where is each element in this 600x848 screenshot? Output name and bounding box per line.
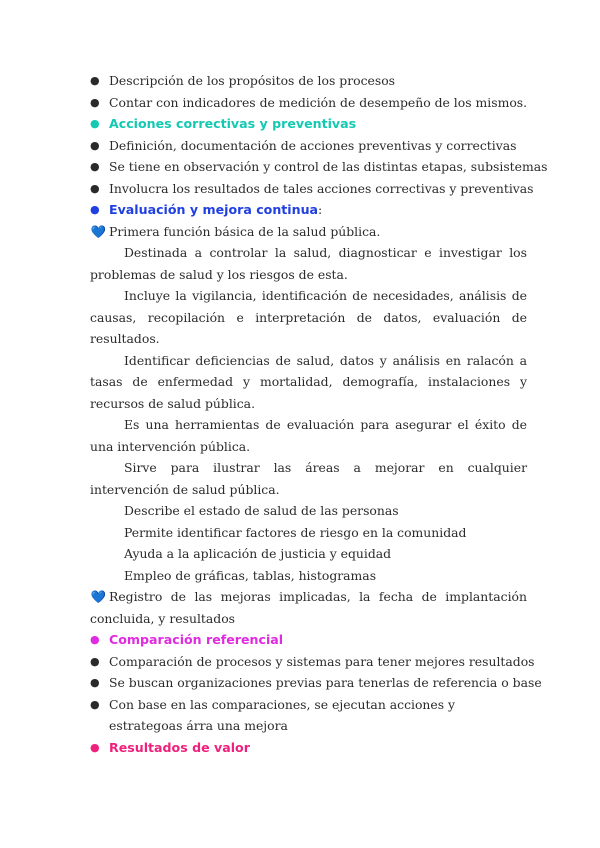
paragraph-text: Registro de las mejoras implicadas, la fecha de implantación concluida, y resultados xyxy=(90,589,527,626)
bullet-item xyxy=(90,672,542,694)
heading-text: Resultados de valor xyxy=(109,739,250,755)
bullet-icon: ● xyxy=(90,203,100,216)
bullet-icon: ● xyxy=(90,138,100,152)
bullet-icon: ● xyxy=(90,160,100,173)
paragraph: Es una herramientas de evaluación para asegurar el éxito de una intervención pública. xyxy=(90,417,527,454)
bullet-text: Descripción de los propósitos de los procesos xyxy=(109,73,396,88)
bullet-icon: ● xyxy=(90,181,100,195)
section-heading-resultados xyxy=(90,737,527,759)
bullet-item xyxy=(90,70,527,92)
bullet-icon: ● xyxy=(90,654,100,668)
bullet-text: Se buscan organizaciones previas para tenerlas de referencia o base xyxy=(109,675,542,690)
bullet-icon: ● xyxy=(90,697,100,711)
paragraph-text: Primera función básica de la salud pública. xyxy=(109,223,381,239)
blue-heart-icon: 💙 xyxy=(90,589,107,604)
bullet-item xyxy=(90,651,535,673)
bullet-icon: ● xyxy=(90,95,100,109)
heart-paragraph xyxy=(90,221,527,243)
bullet-text: Con base en las comparaciones, se ejecutan acciones y estrategoas árra una mejora xyxy=(109,696,456,733)
heart-paragraph xyxy=(90,586,527,629)
section-heading-evaluacion xyxy=(90,199,527,221)
bullet-text: Definición, documentación de acciones preventivas y correctivas xyxy=(109,137,517,153)
indented-line: Empleo de gráficas, tablas, histogramas xyxy=(124,567,377,583)
paragraph: Incluye la vigilancia, identificación de necesidades, análisis de causas, recopilación e interpretación de datos, evaluación de resultados. xyxy=(90,288,527,346)
bullet-item xyxy=(90,135,527,157)
heading-text: Acciones correctivas y preventivas xyxy=(109,116,357,131)
heading-text: Comparación referencial xyxy=(109,632,284,647)
heading-colon: : xyxy=(318,202,323,217)
paragraph: Sirve para ilustrar las áreas a mejorar en cualquier intervención de salud pública. xyxy=(90,460,527,497)
paragraph: Identificar deficiencias de salud, datos y análisis en ralacón a tasas de enfermedad y mortalidad, demografía, instalaciones y recursos de salud pública. xyxy=(90,352,527,411)
heading-text: Evaluación y mejora continua xyxy=(109,202,319,217)
document-body xyxy=(90,70,548,758)
indented-line: Ayuda a la aplicación de justicia y equidad xyxy=(124,546,392,561)
bullet-icon: ● xyxy=(90,117,100,130)
section-heading-comparacion xyxy=(90,629,527,651)
bullet-icon: ● xyxy=(90,740,100,754)
indented-line: Describe el estado de salud de las personas xyxy=(124,503,399,518)
section-heading-acciones xyxy=(90,113,527,135)
paragraph: Destinada a controlar la salud, diagnosticar e investigar los problemas de salud y los riesgos de esta. xyxy=(90,245,527,282)
bullet-item xyxy=(90,694,527,737)
bullet-icon: ● xyxy=(90,676,100,689)
bullet-icon: ● xyxy=(90,74,100,87)
blue-heart-icon: 💙 xyxy=(90,223,107,239)
bullet-text: Contar con indicadores de medición de desempeño de los mismos. xyxy=(109,94,528,110)
bullet-text: Comparación de procesos y sistemas para tener mejores resultados xyxy=(109,653,535,669)
bullet-item xyxy=(90,92,527,114)
bullet-text: Se tiene en observación y control de las distintas etapas, subsistemas xyxy=(109,159,548,174)
bullet-text: Involucra los resultados de tales acciones correctivas y preventivas xyxy=(109,180,534,196)
bullet-item xyxy=(90,156,548,178)
indented-line: Permite identificar factores de riesgo en la comunidad xyxy=(124,524,467,540)
bullet-item xyxy=(90,178,534,200)
bullet-icon: ● xyxy=(90,633,100,646)
